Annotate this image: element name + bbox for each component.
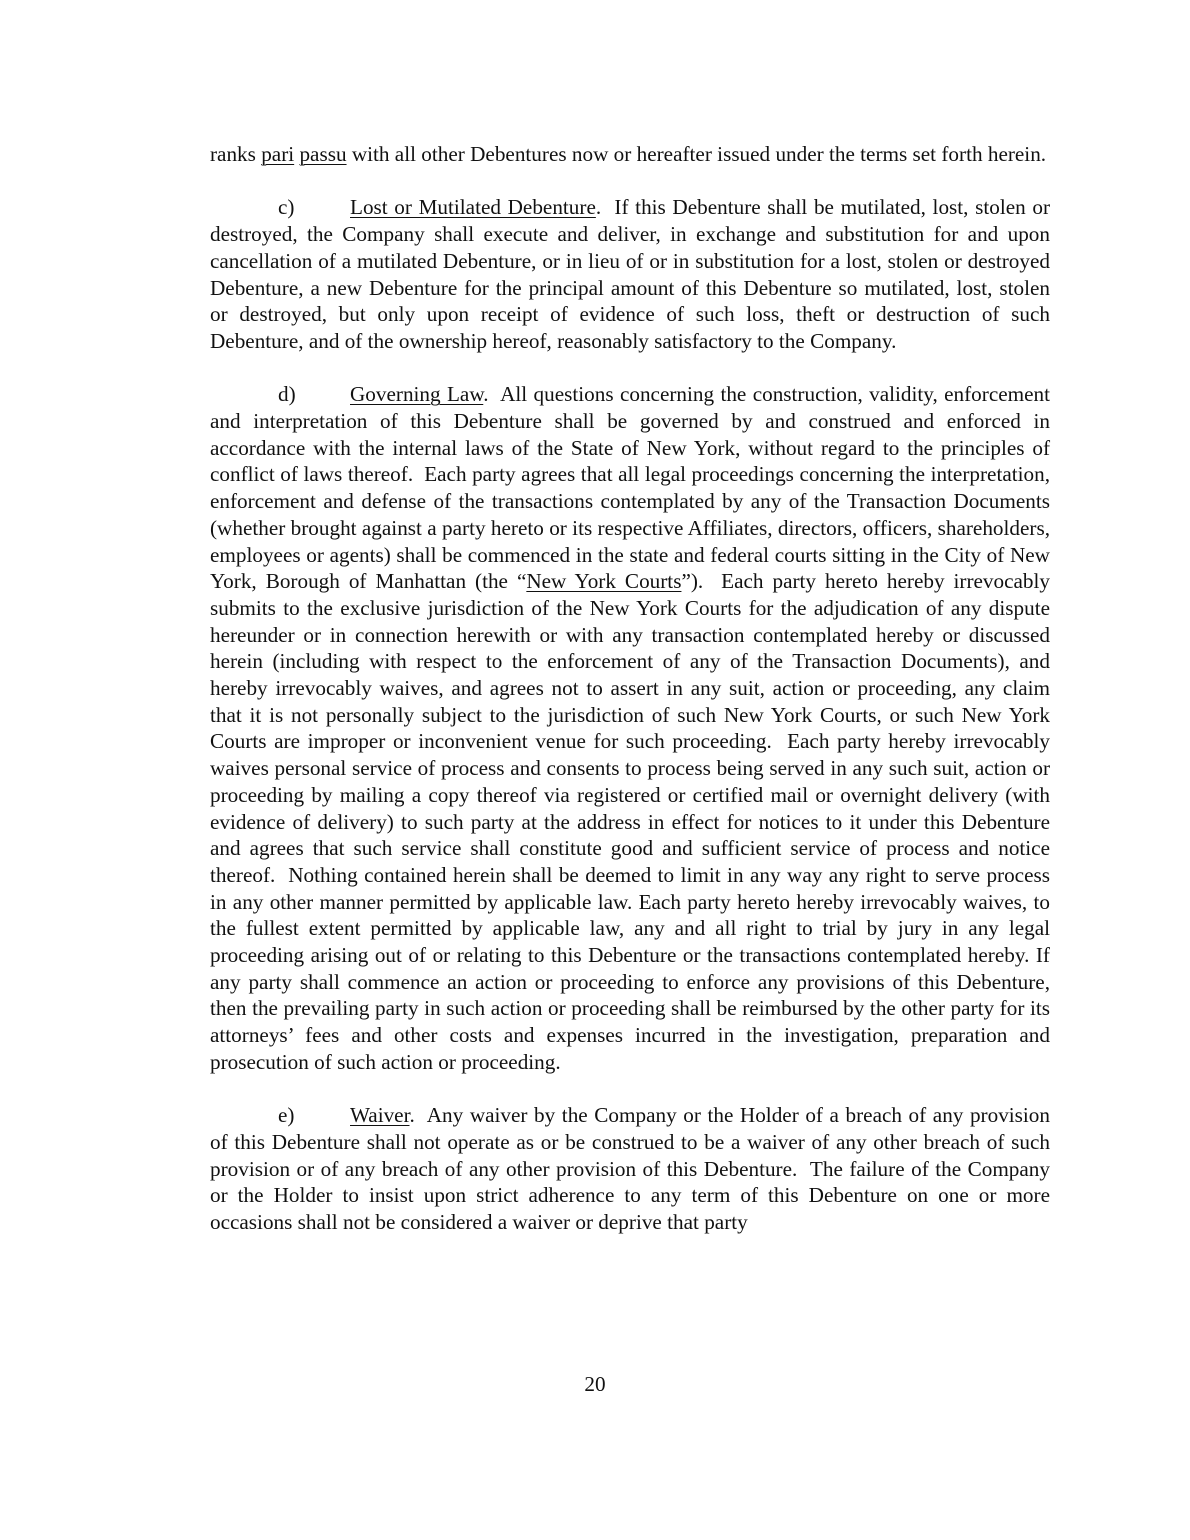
section-body: Any waiver by the Company or the Holder of a breach of any provision of this Debenture shall not operate as or be construed to be a waiver of any other breach of such provision or of any breach of any other provision of this Debenture. The failure of the Company or the Holder to insist upon strict adherence to any term of this Debenture on one or more occasions shall not be considered a waiver or deprive that party — [210, 1103, 1056, 1235]
section-label: d) — [278, 382, 296, 407]
section-body-continued: ”). Each party hereto hereby irrevocably submits to the exclusive jurisdiction of the New York Courts for the adjudication of any dispute hereunder or in connection herewith or with any transaction contemplated hereby or discussed herein (including with respect to the enforcement of any of the Transaction Documents), and hereby irrevocably waives, and agrees not to assert in any suit, action or proceeding, any claim that it is not personally subject to the jurisdiction of such New York Courts, or such New York Courts are improper or inconvenient venue for such proceeding. Each party hereby irrevocably waives personal service of process and consents to process being served in any such suit, action or proceeding by mailing a copy thereof via registered or certified mail or overnight delivery (with evidence of delivery) to such party at the address in effect for notices to it under this Debenture and agrees that such service shall constitute good and sufficient service of process and notice thereof. Nothing contained herein shall be deemed to limit in any way any right to serve process in any other manner permitted by applicable law. Each party hereto hereby irrevocably waives, to the fullest extent permitted by applicable law, any and all right to trial by jury in any legal proceeding arising out of or relating to this Debenture or the transactions contemplated hereby. If any party shall commence an action or proceeding to enforce any provisions of this Debenture, then the prevailing party in such action or proceeding shall be reimbursed by the other party for its attorneys’ fees and other costs and expenses incurred in the investigation, preparation and prosecution of such action or proceeding. — [210, 569, 1056, 1074]
latin-term-passu: passu — [299, 142, 347, 166]
continuation-paragraph — [210, 141, 1050, 168]
section-d-governing-law: d) Governing Law. All questions concerning the construction, validity, enforcement and interpretation of this Debenture shall be governed by and construed and enforced in accordance with the internal laws of the State of New York, without regard to the principles of conflict of laws thereof. Each party agrees that all legal proceedings concerning the interpretation, enforcement and defense of the transactions contemplated by any of the Transaction Documents (whether brought against a party hereto or its respective Affiliates, directors, officers, shareholders, employees or agents) shall be commenced in the state and federal courts sitting in the City of New York, Borough of Manhattan (the “New York Courts”). Each party hereto hereby irrevocably submits to the exclusive jurisdiction of the New York Courts for the adjudication of any dispute hereunder or in connection herewith or with any transaction contemplated hereby or discussed herein (including with respect to the enforcement of any of the Transaction Documents), and hereby irrevocably waives, and agrees not to assert in any suit, action or proceeding, any claim that it is not personally subject to the jurisdiction of such New York Courts, or such New York Courts are improper or inconvenient venue for such proceeding. Each party hereby irrevocably waives personal service of process and consents to process being served in any such suit, action or proceeding by mailing a copy thereof via registered or certified mail or overnight delivery (with evidence of delivery) to such party at the address in effect for notices to it under this Debenture and agrees that such service shall constitute good and sufficient service of process and notice thereof. Nothing contained herein shall be deemed to limit in any way any right to serve process in any other manner permitted by applicable law. Each party hereto hereby irrevocably waives, to the fullest extent permitted by applicable law, any and all right to trial by jury in any legal proceeding arising out of or relating to this Debenture or the transactions contemplated hereby. If any party shall commence an action or proceeding to enforce any provisions of this Debenture, then the prevailing party in such action or proceeding shall be reimbursed by the other party for its attorneys’ fees and other costs and expenses incurred in the investigation, preparation and prosecution of such action or proceeding. — [210, 382, 1056, 1074]
section-heading: Waiver — [350, 1103, 410, 1128]
page-number: 20 — [584, 1372, 606, 1396]
continuation-suffix: with all other Debentures now or hereafter issued under the terms set forth herein. — [346, 142, 1047, 166]
section-label: c) — [278, 195, 295, 220]
section-c-lost-or-mutilated: c) Lost or Mutilated Debenture. If this Debenture shall be mutilated, lost, stolen or destroyed, the Company shall execute and deliver, in exchange and substitution for and upon cancellation of a mutilated Debenture, or in lieu of or in substitution for a lost, stolen or destroyed Debenture, a new Debenture for the principal amount of this Debenture so mutilated, lost, stolen or destroyed, but only upon receipt of evidence of such loss, theft or destruction of such Debenture, and of the ownership hereof, reasonably satisfactory to the Company. — [210, 195, 1056, 353]
section-heading: Lost or Mutilated Debenture — [350, 195, 596, 220]
section-label: e) — [278, 1103, 295, 1128]
document-page — [210, 141, 1056, 1262]
continuation-prefix: ranks — [210, 142, 262, 166]
defined-term-new-york-courts: New York Courts — [526, 569, 682, 594]
section-body: All questions concerning the construction, validity, enforcement and interpretation of this Debenture shall be governed by and construed and enforced in accordance with the internal laws of the State of New York, without regard to the principles of conflict of laws thereof. Each party agrees that all legal proceedings concerning the interpretation, enforcement and defense of the transactions contemplated by any of the Transaction Documents (whether brought against a party hereto or its respective Affiliates, directors, officers, shareholders, employees or agents) shall be commenced in the state and federal courts sitting in the City of New York, Borough of Manhattan (the “ — [210, 382, 1056, 594]
latin-term-pari: pari — [261, 142, 295, 166]
section-e-waiver: e) Waiver. Any waiver by the Company or the Holder of a breach of any provision of this Debenture shall not operate as or be construed to be a waiver of any other breach of such provision or of any breach of any other provision of this Debenture. The failure of the Company or the Holder to insist upon strict adherence to any term of this Debenture on one or more occasions shall not be considered a waiver or deprive that party — [210, 1103, 1056, 1235]
section-heading: Governing Law — [350, 382, 484, 407]
section-body: If this Debenture shall be mutilated, lost, stolen or destroyed, the Company shall execute and deliver, in exchange and substitution for and upon cancellation of a mutilated Debenture, or in lieu of or in substitution for a lost, stolen or destroyed Debenture, a new Debenture for the principal amount of this Debenture so mutilated, lost, stolen or destroyed, but only upon receipt of evidence of such loss, theft or destruction of such Debenture, and of the ownership hereof, reasonably satisfactory to the Company. — [210, 195, 1056, 353]
